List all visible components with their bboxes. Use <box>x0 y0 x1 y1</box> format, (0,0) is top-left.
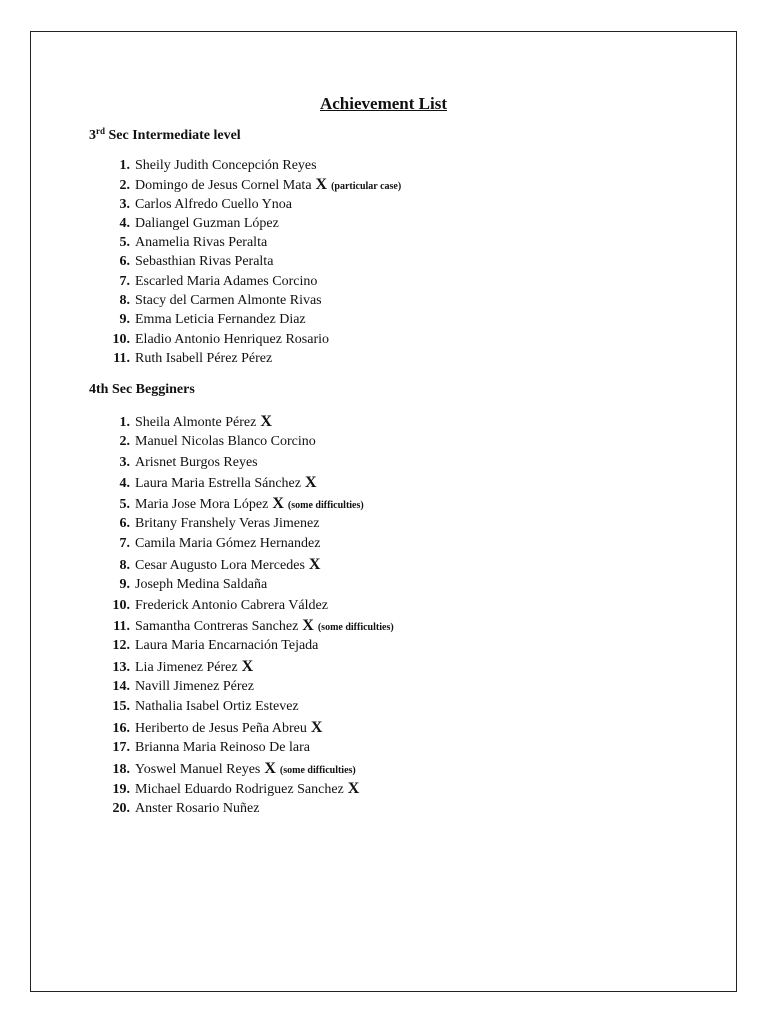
x-mark: X <box>310 718 323 736</box>
item-number: 1. <box>119 415 130 430</box>
item-number: 5. <box>119 235 130 251</box>
list-item <box>105 156 401 175</box>
student-name: Carlos Alfredo Cuello Ynoa <box>135 196 292 212</box>
item-note: (some difficulties) <box>287 499 364 511</box>
list-item <box>105 759 394 779</box>
list-item <box>105 718 394 738</box>
document-page <box>30 31 737 992</box>
student-name: Joseph Medina Saldaña <box>135 577 268 593</box>
student-name: Brianna Maria Reinoso De lara <box>135 740 310 756</box>
student-name: Britany Franshely Veras Jimenez <box>135 515 320 531</box>
item-number: 18. <box>112 761 130 777</box>
list-item <box>105 677 394 697</box>
student-name: Sheila Almonte Pérez <box>135 415 257 430</box>
student-name: Laura Maria Estrella Sánchez <box>135 476 301 492</box>
list-item <box>105 779 394 799</box>
list-item <box>105 214 401 233</box>
item-number: 10. <box>112 597 130 613</box>
list-item <box>105 657 394 677</box>
student-name: Arisnet Burgos Reyes <box>135 454 258 470</box>
section-heading-intermediate <box>89 126 241 144</box>
item-number: 4. <box>119 476 130 492</box>
list-item <box>105 195 401 214</box>
student-name: Heriberto de Jesus Peña Abreu <box>135 720 307 736</box>
item-number: 3. <box>119 196 130 212</box>
list-item <box>105 291 401 310</box>
list-item <box>105 555 394 575</box>
item-number: 2. <box>119 178 130 194</box>
item-number: 11. <box>113 350 130 366</box>
item-number: 13. <box>112 659 130 675</box>
x-mark: X <box>315 176 328 194</box>
list-item <box>105 738 394 758</box>
student-name: Ruth Isabell Pérez Pérez <box>135 350 273 366</box>
item-number: 14. <box>112 679 130 695</box>
list-item <box>105 697 394 717</box>
student-name: Daliangel Guzman López <box>135 215 279 231</box>
student-name: Cesar Augusto Lora Mercedes <box>135 557 305 573</box>
x-mark: X <box>272 494 284 512</box>
item-number: 16. <box>112 720 130 736</box>
student-name: Anamelia Rivas Peralta <box>135 235 268 251</box>
list-item <box>105 473 394 493</box>
page-title: Achievement List <box>319 94 447 113</box>
student-name: Laura Maria Encarnación Tejada <box>135 638 319 654</box>
heading-superscript: rd <box>96 126 105 136</box>
item-number: 5. <box>119 496 130 512</box>
student-name: Frederick Antonio Cabrera Váldez <box>135 597 328 613</box>
item-number: 6. <box>119 254 130 270</box>
student-name: Domingo de Jesus Cornel Mata <box>135 178 312 194</box>
item-note: (particular case) <box>331 181 402 193</box>
x-mark: X <box>260 413 272 430</box>
list-item <box>105 494 394 514</box>
item-number: 12. <box>112 638 130 654</box>
list-item <box>105 453 394 473</box>
list-item <box>105 575 394 595</box>
item-note: (some difficulties) <box>317 621 394 633</box>
list-item <box>105 272 401 291</box>
item-number: 3. <box>119 454 130 470</box>
list-item <box>105 310 401 329</box>
student-name: Camila Maria Gómez Hernandez <box>135 536 321 552</box>
section-heading-beginners <box>89 382 195 398</box>
student-name: Eladio Antonio Henriquez Rosario <box>135 331 330 347</box>
list-item <box>105 514 394 534</box>
student-name: Samantha Contreras Sanchez <box>135 618 299 634</box>
item-number: 10. <box>112 331 130 347</box>
item-number: 7. <box>119 536 130 552</box>
list-item <box>105 412 394 432</box>
list-item <box>105 432 394 452</box>
student-name: Maria Jose Mora López <box>135 496 269 512</box>
list-item <box>105 330 401 349</box>
student-name: Sheily Judith Concepción Reyes <box>135 158 317 173</box>
student-name: Lia Jimenez Pérez <box>135 659 238 675</box>
list-item <box>105 616 394 636</box>
student-name: Michael Eduardo Rodriguez Sanchez <box>135 782 344 798</box>
student-name: Yoswel Manuel Reyes <box>135 761 261 777</box>
item-number: 2. <box>119 434 130 450</box>
item-number: 11. <box>113 618 130 634</box>
student-name: Navill Jimenez Pérez <box>135 679 254 695</box>
item-number: 19. <box>112 782 130 798</box>
item-number: 7. <box>119 273 130 289</box>
item-number: 4. <box>119 215 130 231</box>
list-item <box>105 349 401 368</box>
x-mark: X <box>304 474 317 492</box>
item-number: 9. <box>119 577 130 593</box>
student-name: Nathalia Isabel Ortiz Estevez <box>135 699 299 715</box>
list-item <box>105 534 394 554</box>
list-item <box>105 636 394 656</box>
x-mark: X <box>347 780 360 798</box>
student-list-beginners <box>105 412 394 820</box>
x-mark: X <box>264 759 276 777</box>
item-number: 1. <box>119 158 130 173</box>
list-item <box>105 252 401 271</box>
item-number: 6. <box>119 515 130 531</box>
student-list-intermediate <box>105 156 401 368</box>
item-number: 15. <box>112 699 130 715</box>
item-number: 8. <box>119 293 130 309</box>
student-name: Stacy del Carmen Almonte Rivas <box>135 293 322 309</box>
item-number: 8. <box>119 557 130 573</box>
student-name: Sebasthian Rivas Peralta <box>135 254 274 270</box>
x-mark: X <box>241 657 254 675</box>
item-number: 20. <box>112 801 130 817</box>
heading-text-rest: Sec Intermediate level <box>105 128 241 143</box>
list-item <box>105 175 401 194</box>
item-note: (some difficulties) <box>279 764 356 776</box>
list-item <box>105 233 401 252</box>
heading-text: 3 <box>89 128 96 143</box>
student-name: Manuel Nicolas Blanco Corcino <box>135 434 316 450</box>
x-mark: X <box>302 616 314 634</box>
item-number: 17. <box>112 740 130 756</box>
item-number: 9. <box>119 312 130 328</box>
heading-text: 4th Sec Begginers <box>89 382 195 397</box>
student-name: Anster Rosario Nuñez <box>135 801 260 817</box>
student-name: Emma Leticia Fernandez Diaz <box>135 312 306 328</box>
x-mark: X <box>308 555 321 573</box>
list-item <box>105 799 394 819</box>
list-item <box>105 596 394 616</box>
student-name: Escarled Maria Adames Corcino <box>135 273 318 289</box>
